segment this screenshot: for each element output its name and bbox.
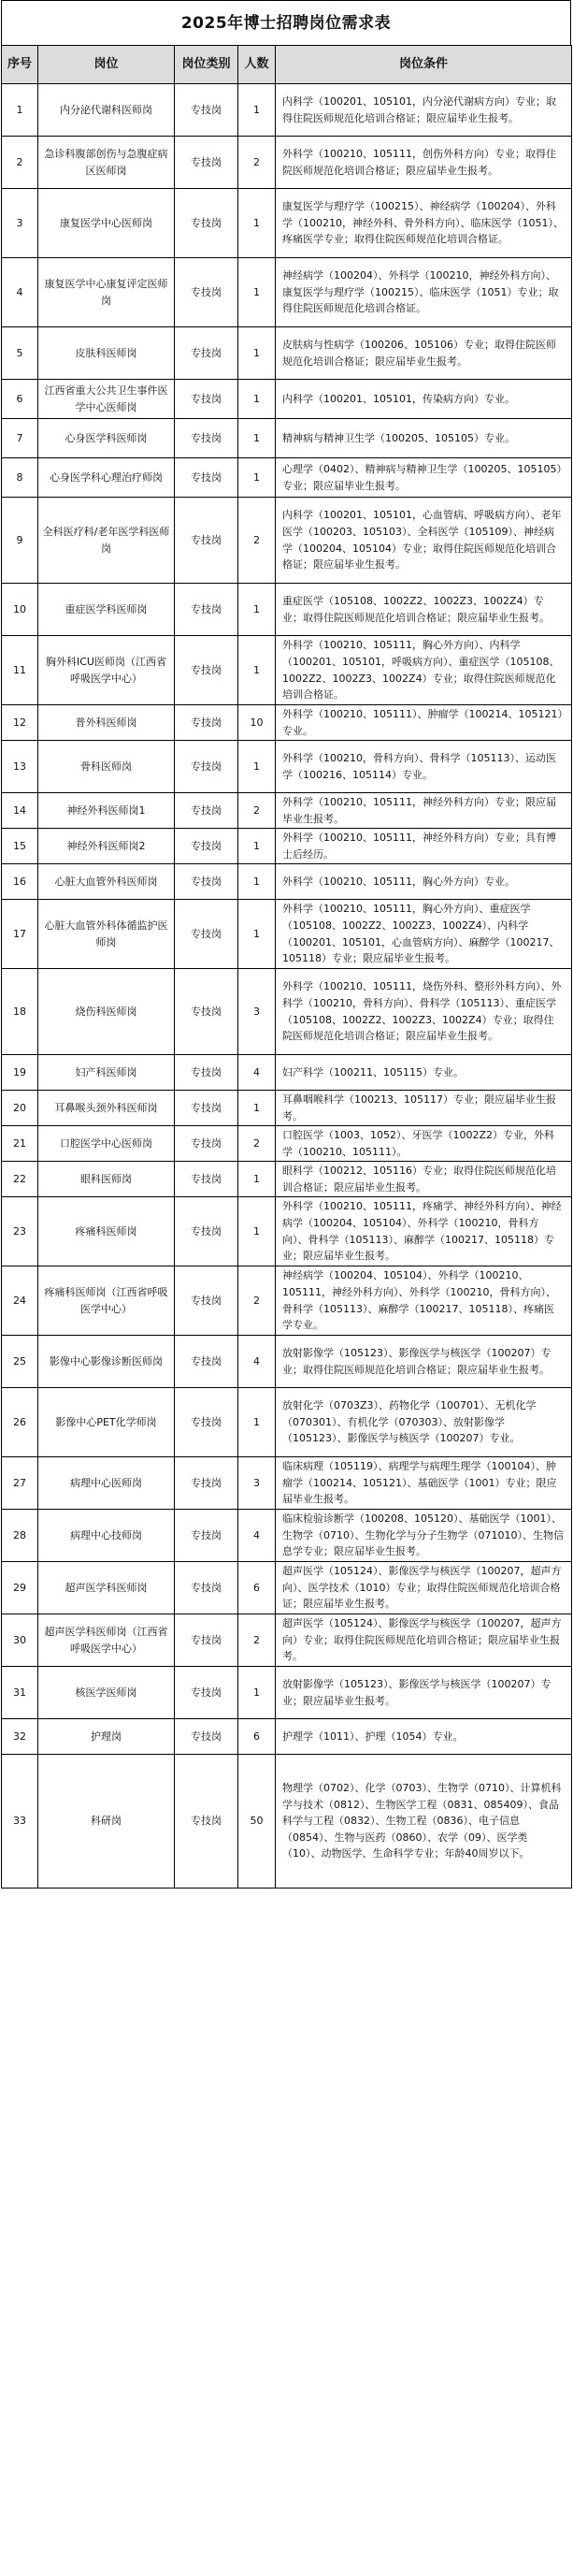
table-row (2, 1755, 572, 1889)
cell-category: 专技岗 (175, 636, 238, 705)
table-row (2, 584, 572, 636)
cell-count: 4 (238, 1055, 276, 1091)
cell-category: 专技岗 (175, 900, 238, 969)
cell-category: 专技岗 (175, 1667, 238, 1719)
table-row (2, 419, 572, 458)
cell-count: 1 (238, 900, 276, 969)
cell-category: 专技岗 (175, 380, 238, 419)
cell-post: 耳鼻喉头颈外科医师岗 (38, 1091, 175, 1126)
table-row (2, 1162, 572, 1197)
cell-no: 28 (2, 1510, 38, 1562)
cell-category: 专技岗 (175, 327, 238, 380)
cell-post: 科研岗 (38, 1755, 175, 1889)
table-row (2, 1510, 572, 1562)
table-row (2, 380, 572, 419)
cell-no: 11 (2, 636, 38, 705)
table-row (2, 969, 572, 1055)
table-row (2, 137, 572, 189)
cell-no: 32 (2, 1719, 38, 1755)
table-row (2, 1388, 572, 1457)
cell-category: 专技岗 (175, 458, 238, 498)
table-row (2, 741, 572, 793)
table-row (2, 1562, 572, 1614)
positions-table (1, 45, 572, 1889)
cell-category: 专技岗 (175, 1719, 238, 1755)
cell-count: 6 (238, 1719, 276, 1755)
cell-no: 7 (2, 419, 38, 458)
cell-requirements: 康复医学与理疗学（100215）、神经病学（100204）、外科学（100210，神经外科、骨外科方向）、临床医学（1051）、疼痛医学专业；取得住院医师规范化培训合格证。 (276, 189, 572, 258)
cell-post: 眼科医师岗 (38, 1162, 175, 1197)
cell-count: 2 (238, 498, 276, 584)
cell-count: 1 (238, 1388, 276, 1457)
cell-requirements: 内科学（100201、105101，内分泌代谢病方向）专业；取得住院医师规范化培训合格证；限应届毕业生报考。 (276, 84, 572, 137)
cell-requirements: 放射影像学（105123）、影像医学与核医学（100207）专业；取得住院医师规范化培训合格证；限应届毕业生报考。 (276, 1336, 572, 1388)
cell-post: 影像中心影像诊断医师岗 (38, 1336, 175, 1388)
cell-category: 专技岗 (175, 829, 238, 864)
cell-requirements: 物理学（0702）、化学（0703）、生物学（0710）、计算机科学与技术（0812）、生物医学工程（0831、085409）、食品科学与工程（0832）、生物工程（0836）、电子信息（0854）、生物与医药（0860）、农学（09）、医学类（10）、动物医学、生命科学专业；年龄40周岁以下。 (276, 1755, 572, 1889)
header-category: 岗位类别 (175, 46, 238, 84)
cell-post: 病理中心技师岗 (38, 1510, 175, 1562)
cell-requirements: 外科学（100210、105111，神经外科方向）专业；限应届毕业生报考。 (276, 793, 572, 829)
cell-count: 1 (238, 864, 276, 900)
cell-requirements: 放射化学（0703Z3）、药物化学（100701）、无机化学（070301）、有机化学（070303）、放射影像学（105123）、影像医学与核医学（100207）专业。 (276, 1388, 572, 1457)
table-row (2, 189, 572, 258)
cell-count: 1 (238, 1162, 276, 1197)
cell-count: 1 (238, 1667, 276, 1719)
cell-post: 骨科医师岗 (38, 741, 175, 793)
cell-category: 专技岗 (175, 1562, 238, 1614)
table-row (2, 1055, 572, 1091)
cell-post: 普外科医师岗 (38, 705, 175, 741)
cell-no: 30 (2, 1614, 38, 1667)
cell-no: 16 (2, 864, 38, 900)
table-row (2, 900, 572, 969)
table-row (2, 1126, 572, 1162)
cell-count: 3 (238, 1457, 276, 1510)
cell-requirements: 外科学（100210，骨科方向）、骨科学（105113）、运动医学（100216、105114）专业。 (276, 741, 572, 793)
cell-no: 21 (2, 1126, 38, 1162)
header-count: 人数 (238, 46, 276, 84)
cell-requirements: 重症医学（105108、1002Z2、1002Z3、1002Z4）专业；取得住院医师规范化培训合格证；限应届毕业生报考。 (276, 584, 572, 636)
cell-no: 12 (2, 705, 38, 741)
table-row (2, 1091, 572, 1126)
cell-no: 3 (2, 189, 38, 258)
cell-post: 神经外科医师岗1 (38, 793, 175, 829)
cell-requirements: 放射影像学（105123）、影像医学与核医学（100207）专业；限应届毕业生报考。 (276, 1667, 572, 1719)
table-row (2, 1614, 572, 1667)
cell-no: 18 (2, 969, 38, 1055)
cell-category: 专技岗 (175, 1055, 238, 1091)
cell-post: 急诊科腹部创伤与急腹症病区医师岗 (38, 137, 175, 189)
cell-count: 2 (238, 1266, 276, 1336)
cell-requirements: 外科学（100210、105111，胸心外方向）、重症医学（105108、1002Z2、1002Z3、1002Z4）、内科学（100201、105101，心血管病方向）、麻醉学（100217、105118）专业；限应届毕业生报考。 (276, 900, 572, 969)
cell-no: 20 (2, 1091, 38, 1126)
cell-requirements: 内科学（100201、105101，心血管病、呼吸病方向）、老年医学（100203、105103）、全科医学（105109）、神经病学（100204、105104）专业；取得住院医师规范化培训合格证；限应届毕业生报考。 (276, 498, 572, 584)
cell-category: 专技岗 (175, 864, 238, 900)
cell-requirements: 超声医学（105124）、影像医学与核医学（100207，超声方向）、医学技术（1010）专业；取得住院医师规范化培训合格证；限应届毕业生报考。 (276, 1562, 572, 1614)
cell-count: 1 (238, 419, 276, 458)
header-row (2, 46, 572, 84)
cell-post: 核医学医师岗 (38, 1667, 175, 1719)
cell-no: 22 (2, 1162, 38, 1197)
cell-post: 疼痛科医师岗 (38, 1197, 175, 1266)
cell-category: 专技岗 (175, 1162, 238, 1197)
table-row (2, 1719, 572, 1755)
cell-post: 超声医学科医师岗 (38, 1562, 175, 1614)
cell-category: 专技岗 (175, 705, 238, 741)
cell-post: 重症医学科医师岗 (38, 584, 175, 636)
table-row (2, 636, 572, 705)
cell-count: 3 (238, 969, 276, 1055)
cell-count: 1 (238, 741, 276, 793)
cell-post: 口腔医学中心医师岗 (38, 1126, 175, 1162)
cell-requirements: 内科学（100201、105101，传染病方向）专业。 (276, 380, 572, 419)
cell-requirements: 口腔医学（1003、1052）、牙医学（1002Z2）专业，外科学（100210、105111）。 (276, 1126, 572, 1162)
cell-category: 专技岗 (175, 419, 238, 458)
cell-requirements: 外科学（100210、105111）、肿瘤学（100214、105121）专业。 (276, 705, 572, 741)
cell-requirements: 心理学（0402）、精神病与精神卫生学（100205、105105）专业；限应届毕业生报考。 (276, 458, 572, 498)
cell-requirements: 临床病理（105119）、病理学与病理生理学（100104）、肿瘤学（100214、105121）、基础医学（1001）专业；限应届毕业生报考。 (276, 1457, 572, 1510)
cell-count: 2 (238, 1126, 276, 1162)
table-row (2, 1266, 572, 1336)
cell-category: 专技岗 (175, 1126, 238, 1162)
cell-count: 1 (238, 636, 276, 705)
cell-category: 专技岗 (175, 498, 238, 584)
cell-category: 专技岗 (175, 1614, 238, 1667)
table-row (2, 498, 572, 584)
cell-category: 专技岗 (175, 1336, 238, 1388)
cell-no: 9 (2, 498, 38, 584)
cell-count: 1 (238, 1197, 276, 1266)
cell-no: 1 (2, 84, 38, 137)
cell-post: 全科医疗科/老年医学科医师岗 (38, 498, 175, 584)
cell-post: 烧伤科医师岗 (38, 969, 175, 1055)
cell-post: 疼痛科医师岗（江西省呼吸医学中心） (38, 1266, 175, 1336)
cell-category: 专技岗 (175, 137, 238, 189)
cell-post: 心身医学科医师岗 (38, 419, 175, 458)
cell-no: 13 (2, 741, 38, 793)
cell-no: 25 (2, 1336, 38, 1388)
cell-no: 15 (2, 829, 38, 864)
cell-post: 心脏大血管外科医师岗 (38, 864, 175, 900)
cell-post: 内分泌代谢科医师岗 (38, 84, 175, 137)
table-row (2, 327, 572, 380)
cell-no: 4 (2, 258, 38, 327)
cell-post: 胸外科ICU医师岗（江西省呼吸医学中心） (38, 636, 175, 705)
cell-category: 专技岗 (175, 84, 238, 137)
header-requirements: 岗位条件 (276, 46, 572, 84)
cell-count: 4 (238, 1510, 276, 1562)
cell-requirements: 耳鼻咽喉科学（100213、105117）专业；限应届毕业生报考。 (276, 1091, 572, 1126)
recruitment-sheet (1, 0, 571, 1889)
cell-requirements: 外科学（100210、105111，胸心外方向）专业。 (276, 864, 572, 900)
cell-no: 6 (2, 380, 38, 419)
cell-requirements: 神经病学（100204）、外科学（100210，神经外科方向）、康复医学与理疗学（100215）、临床医学（1051）专业；取得住院医师规范化培训合格证。 (276, 258, 572, 327)
cell-no: 17 (2, 900, 38, 969)
header-no: 序号 (2, 46, 38, 84)
cell-count: 10 (238, 705, 276, 741)
cell-no: 23 (2, 1197, 38, 1266)
cell-requirements: 神经病学（100204、105104）、外科学（100210、105111，神经外科方向）、外科学（100210，骨科方向）、骨科学（105113）、麻醉学（100217、105118）、疼痛医学专业。 (276, 1266, 572, 1336)
table-row (2, 864, 572, 900)
table-title: 2025年博士招聘岗位需求表 (1, 0, 571, 45)
cell-count: 1 (238, 458, 276, 498)
cell-no: 27 (2, 1457, 38, 1510)
cell-post: 皮肤科医师岗 (38, 327, 175, 380)
cell-requirements: 妇产科学（100211、105115）专业。 (276, 1055, 572, 1091)
cell-post: 康复医学中心医师岗 (38, 189, 175, 258)
cell-category: 专技岗 (175, 258, 238, 327)
table-row (2, 1336, 572, 1388)
cell-count: 2 (238, 1614, 276, 1667)
cell-requirements: 护理学（1011）、护理（1054）专业。 (276, 1719, 572, 1755)
cell-count: 1 (238, 327, 276, 380)
cell-post: 病理中心医师岗 (38, 1457, 175, 1510)
cell-post: 康复医学中心康复评定医师岗 (38, 258, 175, 327)
cell-no: 10 (2, 584, 38, 636)
cell-no: 14 (2, 793, 38, 829)
cell-category: 专技岗 (175, 1266, 238, 1336)
header-post: 岗位 (38, 46, 175, 84)
cell-post: 神经外科医师岗2 (38, 829, 175, 864)
cell-requirements: 外科学（100210、105111，烧伤外科、整形外科方向）、外科学（100210，骨科方向）、骨科学（105113）、重症医学（105108、1002Z2、1002Z3、1002Z4）专业；取得住院医师规范化培训合格证；限应届毕业生报考。 (276, 969, 572, 1055)
cell-category: 专技岗 (175, 1457, 238, 1510)
cell-category: 专技岗 (175, 1755, 238, 1889)
cell-count: 2 (238, 137, 276, 189)
table-row (2, 793, 572, 829)
table-row (2, 1457, 572, 1510)
cell-category: 专技岗 (175, 741, 238, 793)
cell-no: 5 (2, 327, 38, 380)
cell-post: 江西省重大公共卫生事件医学中心医师岗 (38, 380, 175, 419)
cell-category: 专技岗 (175, 584, 238, 636)
cell-count: 1 (238, 189, 276, 258)
cell-no: 33 (2, 1755, 38, 1889)
table-row (2, 1667, 572, 1719)
table-row (2, 458, 572, 498)
cell-count: 1 (238, 1091, 276, 1126)
cell-requirements: 外科学（100210、105111，神经外科方向）专业；具有博士后经历。 (276, 829, 572, 864)
cell-post: 超声医学科医师岗（江西省呼吸医学中心） (38, 1614, 175, 1667)
cell-category: 专技岗 (175, 1197, 238, 1266)
cell-count: 50 (238, 1755, 276, 1889)
cell-no: 24 (2, 1266, 38, 1336)
cell-requirements: 超声医学（105124）、影像医学与核医学（100207，超声方向）专业；取得住院医师规范化培训合格证；限应届毕业生报考。 (276, 1614, 572, 1667)
cell-no: 19 (2, 1055, 38, 1091)
cell-count: 2 (238, 793, 276, 829)
cell-no: 31 (2, 1667, 38, 1719)
cell-category: 专技岗 (175, 1388, 238, 1457)
cell-count: 1 (238, 258, 276, 327)
cell-count: 1 (238, 84, 276, 137)
table-row (2, 829, 572, 864)
cell-count: 1 (238, 584, 276, 636)
cell-count: 6 (238, 1562, 276, 1614)
cell-post: 心身医学科心理治疗师岗 (38, 458, 175, 498)
cell-no: 26 (2, 1388, 38, 1457)
cell-requirements: 眼科学（100212、105116）专业；取得住院医师规范化培训合格证；限应届毕业生报考。 (276, 1162, 572, 1197)
cell-category: 专技岗 (175, 793, 238, 829)
table-row (2, 258, 572, 327)
cell-post: 心脏大血管外科体循监护医师岗 (38, 900, 175, 969)
cell-category: 专技岗 (175, 1510, 238, 1562)
cell-count: 1 (238, 380, 276, 419)
cell-post: 影像中心PET化学师岗 (38, 1388, 175, 1457)
cell-requirements: 临床检验诊断学（100208、105120）、基础医学（1001）、生物学（0710）、生物化学与分子生物学（071010）、生物信息学专业；限应届毕业生报考。 (276, 1510, 572, 1562)
cell-no: 29 (2, 1562, 38, 1614)
cell-no: 8 (2, 458, 38, 498)
cell-requirements: 外科学（100210、105111，疼痛学、神经外科方向）、神经病学（100204、105104）、外科学（100210，骨科方向）、骨科学（105113）、麻醉学（100217、105118）专业；限应届毕业生报考。 (276, 1197, 572, 1266)
cell-post: 妇产科医师岗 (38, 1055, 175, 1091)
cell-requirements: 精神病与精神卫生学（100205、105105）专业。 (276, 419, 572, 458)
cell-requirements: 外科学（100210、105111，创伤外科方向）专业；取得住院医师规范化培训合格证；限应届毕业生报考。 (276, 137, 572, 189)
table-row (2, 705, 572, 741)
cell-category: 专技岗 (175, 969, 238, 1055)
cell-requirements: 皮肤病与性病学（100206、105106）专业；取得住院医师规范化培训合格证；限应届毕业生报考。 (276, 327, 572, 380)
cell-post: 护理岗 (38, 1719, 175, 1755)
cell-category: 专技岗 (175, 189, 238, 258)
table-row (2, 1197, 572, 1266)
table-row (2, 84, 572, 137)
cell-count: 4 (238, 1336, 276, 1388)
cell-no: 2 (2, 137, 38, 189)
cell-requirements: 外科学（100210、105111，胸心外方向）、内科学（100201、105101，呼吸病方向）、重症医学（105108、1002Z2、1002Z3、1002Z4）专业；取得住院医师规范化培训合格证。 (276, 636, 572, 705)
cell-count: 1 (238, 829, 276, 864)
cell-category: 专技岗 (175, 1091, 238, 1126)
table-body (2, 84, 572, 1889)
